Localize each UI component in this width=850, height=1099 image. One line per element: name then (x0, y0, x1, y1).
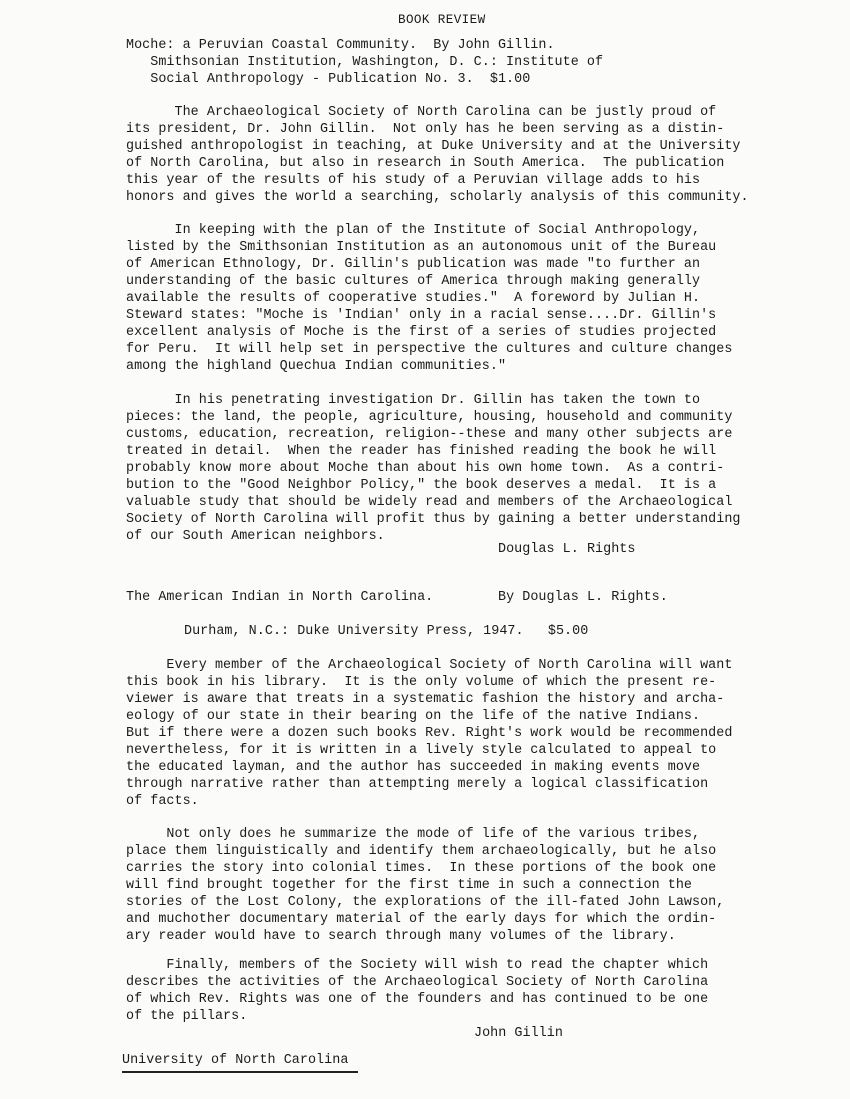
review1-citation-line-2: Smithsonian Institution, Washington, D. C.: Institute of (126, 55, 604, 70)
text-line: Not only does he summarize the mode of life of the various tribes, (126, 827, 701, 842)
text-line: of facts. (126, 794, 199, 809)
text-line: honors and gives the world a searching, scholarly analysis of this community. (126, 190, 749, 205)
text-line: viewer is aware that treats in a systematic fashion the history and archa- (126, 692, 725, 707)
text-line: understanding of the basic cultures of America through making generally (126, 274, 701, 289)
text-line: listed by the Smithsonian Institution as an autonomous unit of the Bureau (126, 240, 717, 255)
text-line: describes the activities of the Archaeological Society of North Carolina (126, 975, 709, 990)
text-line: ary reader would have to search through many volumes of the library. (126, 929, 676, 944)
review2-author: By Douglas L. Rights. (498, 590, 668, 605)
text-line: treated in detail. When the reader has finished reading the book he will (126, 444, 717, 459)
review2-title: The American Indian in North Carolina. (126, 590, 434, 605)
text-line: pieces: the land, the people, agriculture, housing, household and community (126, 410, 733, 425)
review2-publisher: Durham, N.C.: Duke University Press, 1947. $5.00 (184, 624, 589, 639)
text-line: excellent analysis of Moche is the first of a series of studies projected (126, 325, 717, 340)
text-line: the educated layman, and the author has succeeded in making events move (126, 760, 701, 775)
text-line: will find brought together for the first time in such a connection the (126, 878, 692, 893)
text-line: bution to the "Good Neighbor Policy," the book deserves a medal. It is a (126, 478, 717, 493)
review2-signature: John Gillin (474, 1026, 563, 1041)
text-line: In keeping with the plan of the Institute of Social Anthropology, (126, 223, 701, 238)
text-line: Finally, members of the Society will wish to read the chapter which (126, 958, 709, 973)
text-line: But if there were a dozen such books Rev. Right's work would be recommended (126, 726, 733, 741)
text-line: of the pillars. (126, 1009, 248, 1024)
text-line: Society of North Carolina will profit thus by gaining a better understanding (126, 512, 741, 527)
text-line: of American Ethnology, Dr. Gillin's publication was made "to further an (126, 257, 701, 272)
text-line: and muchother documentary material of the early days for which the ordin- (126, 912, 717, 927)
review1-citation-line-1: Moche: a Peruvian Coastal Community. By John Gillin. (126, 38, 555, 53)
text-line: guished anthropologist in teaching, at Duke University and at the University (126, 139, 741, 154)
review1-signature: Douglas L. Rights (498, 542, 636, 557)
page-header: BOOK REVIEW (398, 13, 486, 27)
text-line: In his penetrating investigation Dr. Gillin has taken the town to (126, 393, 701, 408)
text-line: eology of our state in their bearing on the life of the native Indians. (126, 709, 701, 724)
text-line: The Archaeological Society of North Carolina can be justly proud of (126, 105, 717, 120)
text-line: its president, Dr. John Gillin. Not only has he been serving as a distin- (126, 122, 725, 137)
text-line: available the results of cooperative studies." A foreword by Julian H. (126, 291, 701, 306)
text-line: for Peru. It will help set in perspective the cultures and culture changes (126, 342, 733, 357)
text-line: of which Rev. Rights was one of the founders and has continued to be one (126, 992, 709, 1007)
text-line: Every member of the Archaeological Society of North Carolina will want (126, 658, 733, 673)
text-line: probably know more about Moche than about his own home town. As a contri- (126, 461, 725, 476)
text-line: valuable study that should be widely read and members of the Archaeological (126, 495, 733, 510)
review2-affiliation: University of North Carolina (122, 1053, 349, 1068)
text-line: this book in his library. It is the only volume of which the present re- (126, 675, 717, 690)
review1-citation-line-3: Social Anthropology - Publication No. 3. $1.00 (126, 72, 531, 87)
text-line: through narrative rather than attempting merely a logical classification (126, 777, 709, 792)
text-line: customs, education, recreation, religion--these and many other subjects are (126, 427, 733, 442)
text-line: nevertheless, for it is written in a lively style calculated to appeal to (126, 743, 717, 758)
text-line: this year of the results of his study of a Peruvian village adds to his (126, 173, 701, 188)
text-line: place them linguistically and identify them archaeologically, but he also (126, 844, 717, 859)
text-line: Steward states: "Moche is 'Indian' only in a racial sense....Dr. Gillin's (126, 308, 717, 323)
text-line: stories of the Lost Colony, the explorations of the ill-fated John Lawson, (126, 895, 725, 910)
text-line: of our South American neighbors. (126, 529, 385, 544)
text-line: carries the story into colonial times. In these portions of the book one (126, 861, 717, 876)
affiliation-underline (122, 1071, 358, 1073)
text-line: among the highland Quechua Indian communities." (126, 359, 507, 374)
text-line: of North Carolina, but also in research in South America. The publication (126, 156, 725, 171)
